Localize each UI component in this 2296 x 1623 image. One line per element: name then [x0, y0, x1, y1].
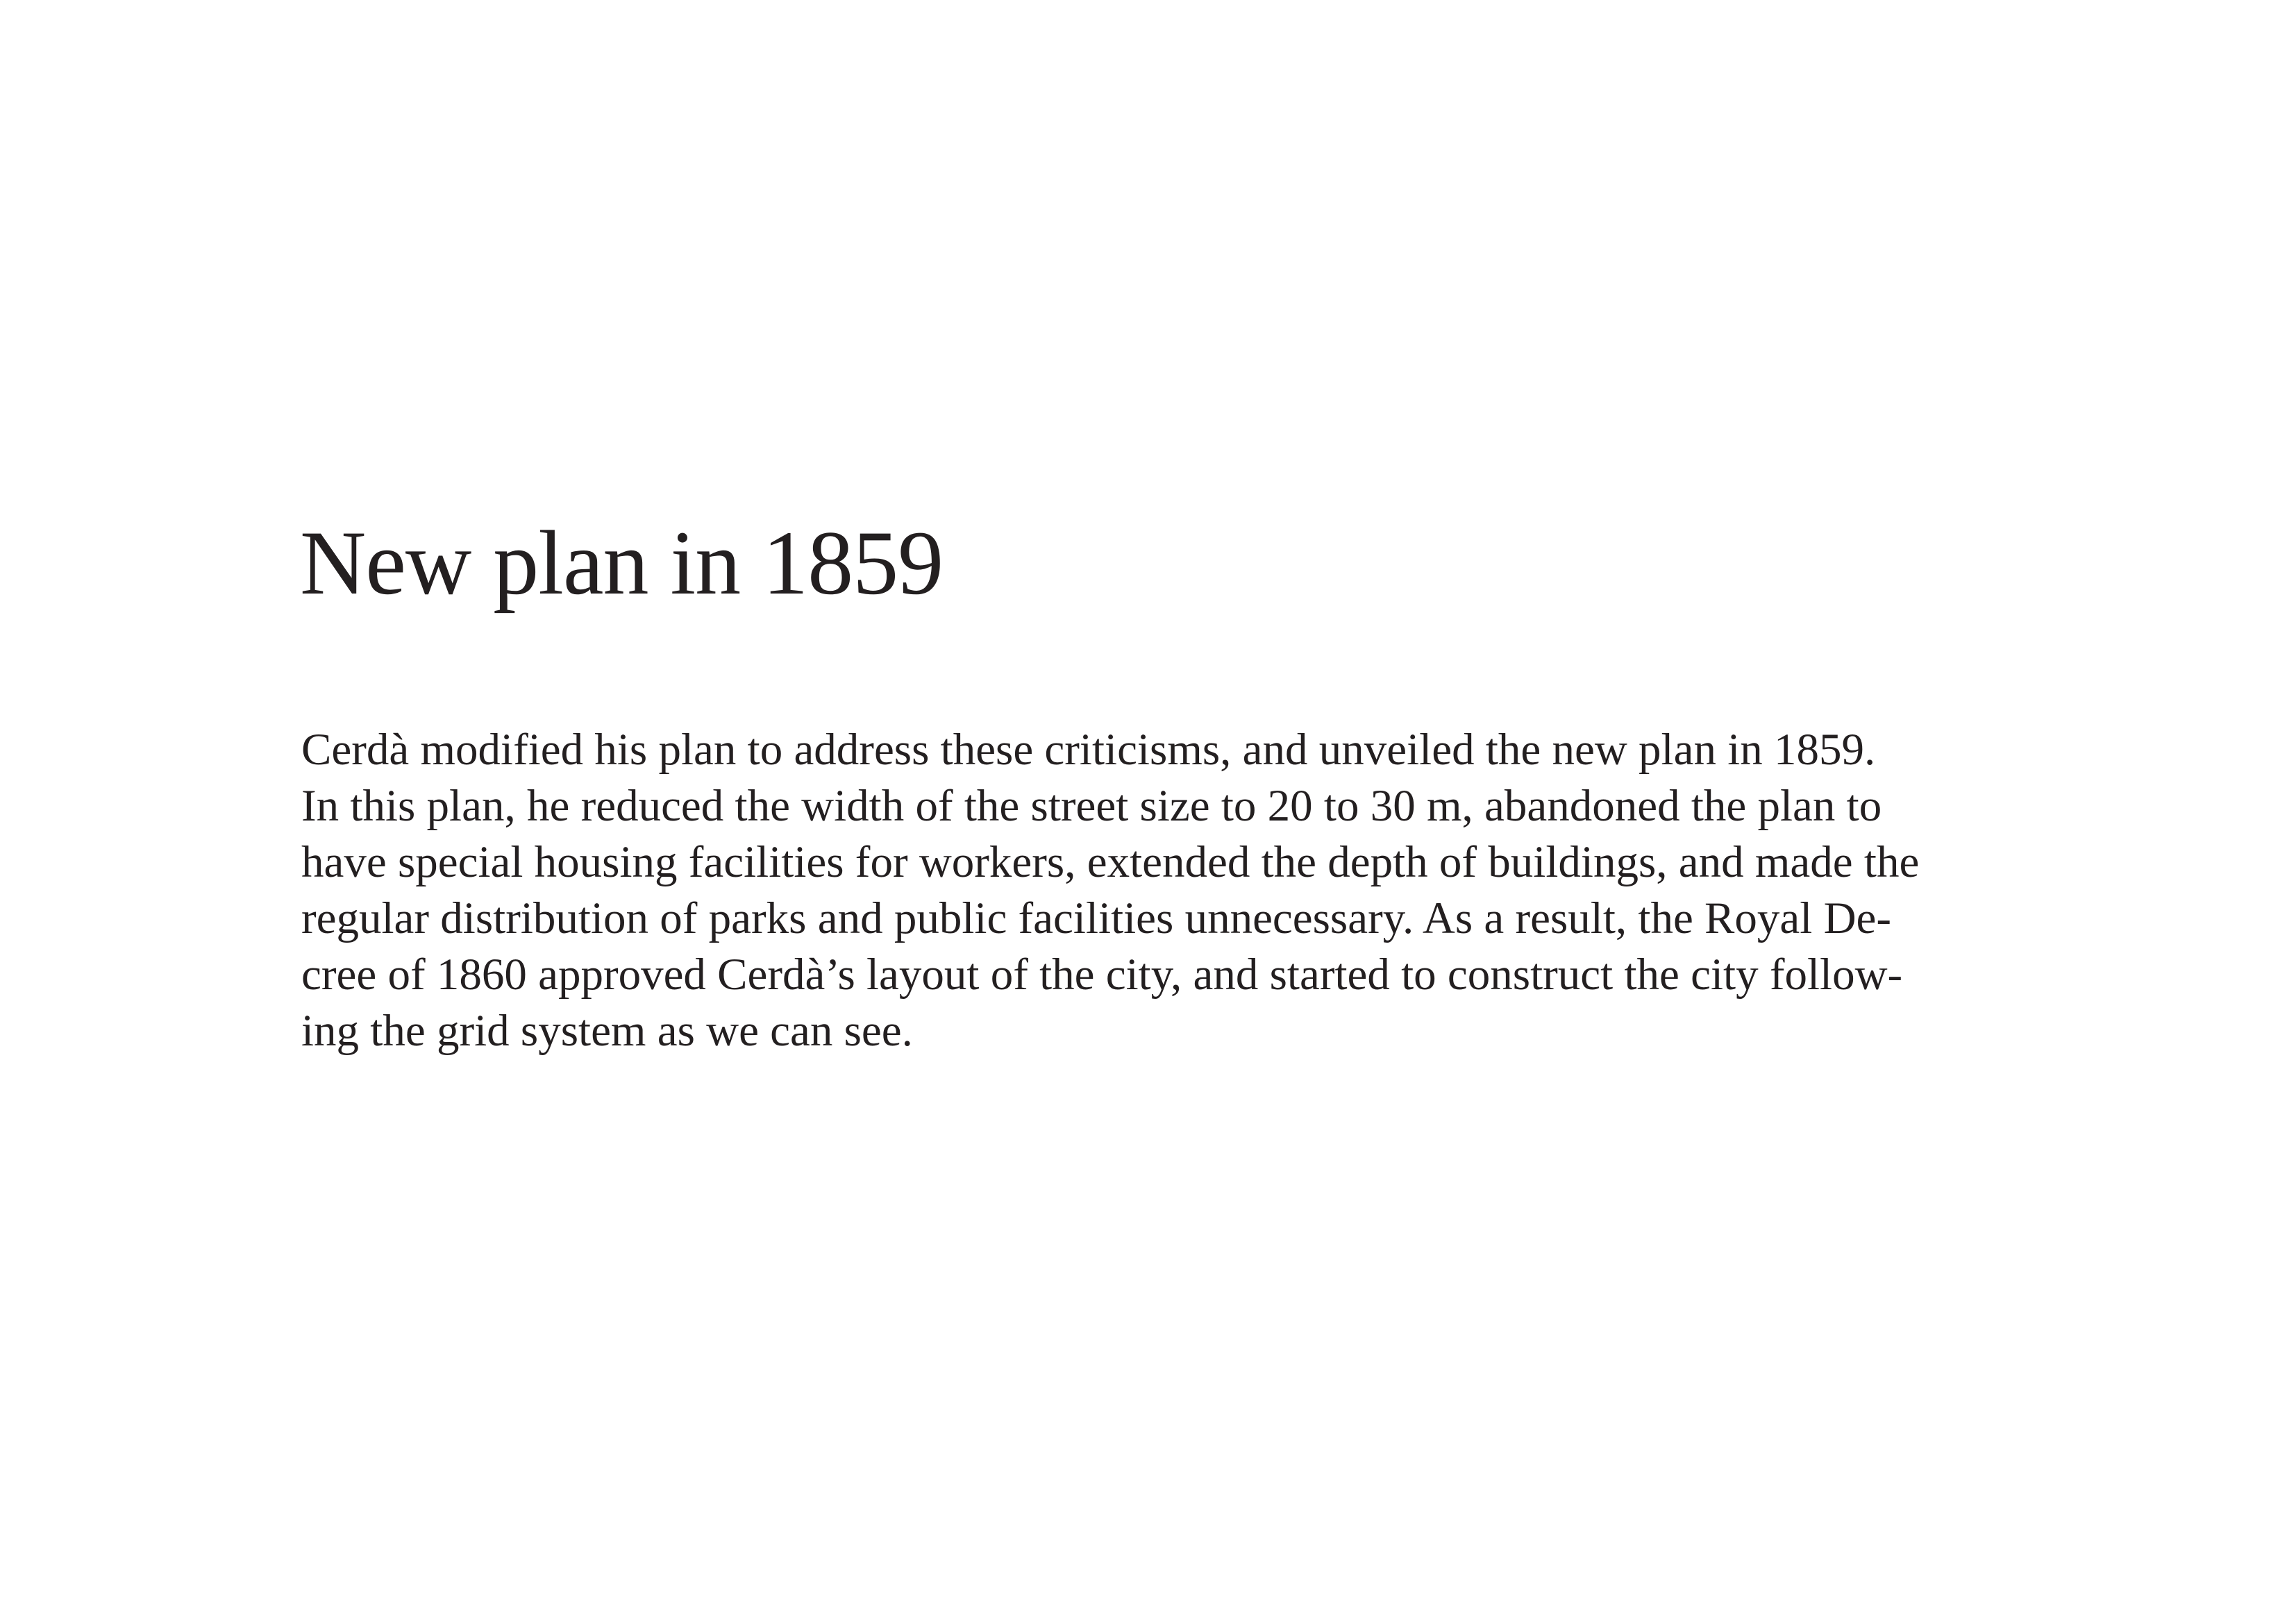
paragraph-line: Cerdà modified his plan to address these criticisms, and unveiled the new plan in 1859. [301, 725, 1876, 775]
paragraph-line: have special housing facilities for workers, extended the depth of buildings, and made the [301, 837, 1920, 887]
paragraph-line: cree of 1860 approved Cerdà’s layout of the city, and started to construct the city follow- [301, 950, 1903, 1000]
paragraph-line: In this plan, he reduced the width of the street size to 20 to 30 m, abandoned the plan to [301, 781, 1882, 831]
paragraph-line: ing the grid system as we can see. [301, 1006, 913, 1056]
body-paragraph [301, 722, 2023, 1059]
page-title: New plan in 1859 [300, 512, 944, 614]
paragraph-line: regular distribution of parks and public facilities unnecessary. As a result, the Royal De- [301, 893, 1892, 943]
